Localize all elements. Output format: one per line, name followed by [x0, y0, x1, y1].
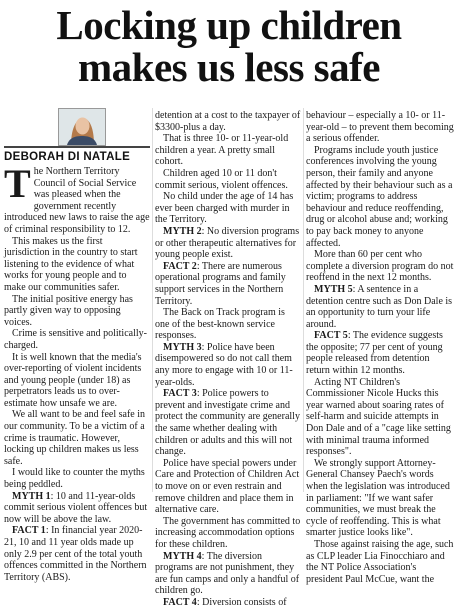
article-column-1 — [4, 161, 150, 583]
paragraph: The Back on Track program is one of the best-known service responses. — [155, 307, 285, 342]
myth-label: MYTH 3 — [163, 341, 202, 353]
headline-line-1: Locking up children — [56, 2, 402, 48]
article-column-3 — [306, 110, 454, 585]
paragraph: It is well known that the media's over-reporting of violent incidents and young people (under 18) as perpetrators leads us to over-estimate how unsafe we are. — [4, 351, 142, 409]
paragraph: This makes us the first jurisdiction in the country to start listening to the evidence of what works for young people and to make our communities safer. — [4, 235, 138, 293]
paragraph: We all want to be and feel safe in our community. To be a victim of a crime is traumatic. However, locking up children makes us less safe. — [4, 409, 146, 467]
fact-text: : Police powers to prevent and investigate crime and protect the community are generally the same whether dealing with children or adults and this will not change. — [155, 388, 300, 458]
fact-text: : Diversion consists of — [196, 596, 287, 608]
myth-paragraph — [155, 342, 301, 388]
paragraph: behaviour – especially a 10- or 11-year-old – to prevent them becoming a serious offender. — [306, 110, 454, 145]
myth-paragraph — [155, 226, 301, 261]
paragraph: Police have special powers under Care and Protection of Children Act to move on or even restrain and remove children and place them in alternative care. — [155, 457, 300, 516]
myth-text: : A sentence in a detention centre such as Don Dale is an opportunity to turn your life around. — [306, 283, 453, 330]
column-divider — [303, 108, 304, 492]
byline: DEBORAH DI NATALE — [4, 146, 150, 163]
fact-paragraph — [4, 525, 150, 583]
fact-text: : In financial year 2020-21, 10 and 11 year olds made up only 2.9 per cent of the total youth offences committed in the Northern Territory (ABS). — [4, 525, 147, 583]
paragraph: Crime is sensitive and politically-charged. — [4, 328, 147, 351]
fact-paragraph — [306, 330, 454, 376]
myth-paragraph — [4, 491, 150, 526]
myth-text: : The diversion programs are not punishment, they are fun camps and only a handful of children go. — [155, 550, 300, 597]
paragraph: That is three 10- or 11-year-old children a year. A pretty small cohort. — [155, 133, 289, 168]
myth-paragraph — [155, 551, 301, 597]
paragraph: Acting NT Children's Commissioner Nicole Hucks this year warned about soaring rates of self-harm and suicide attempts in Don Dale and of a "cage like setting with minimal trauma informed responses". — [306, 376, 451, 458]
article-column-2 — [155, 110, 301, 609]
myth-label: MYTH 4 — [163, 550, 202, 562]
myth-label: MYTH 5 — [314, 283, 353, 295]
paragraph: We strongly support Attorney-General Chansey Paech's words when the legislation was introduced in parliament: "If we want safer communities, we must break the cycle of reoffending. This is what smarter justice looks like". — [306, 457, 450, 539]
paragraph: Those against raising the age, such as CLP leader Lia Finocchiaro and the NT Police Association's president Paul McCue, want the — [306, 538, 454, 585]
paragraph: I would like to counter the myths being peddled. — [4, 467, 145, 491]
lead-text: he Northern Territory Council of Social Service was pleased when the government recently introduced new laws to raise the age of criminal responsibility to 12. — [4, 166, 150, 235]
myth-text: : No diversion programs or other therapeutic alternatives for young people exist. — [155, 225, 300, 261]
headline-line-2: makes us less safe — [78, 44, 380, 90]
fact-text: : There are numerous operational programs and family support services in the Northern Territory. — [155, 260, 286, 307]
fact-label: FACT 4 — [163, 596, 197, 608]
fact-paragraph — [155, 388, 301, 458]
fact-text: : The evidence suggests the opposite; 77 per cent of young people released from detention return within 12 months. — [306, 330, 443, 377]
paragraph: Children aged 10 or 11 don't commit serious, violent offences. — [155, 167, 288, 191]
fact-paragraph — [155, 261, 301, 307]
author-photo — [58, 108, 106, 146]
myth-text: : 10 and 11-year-olds commit serious violent offences but now will be above the law. — [4, 490, 148, 525]
paragraph: detention at a cost to the taxpayer of $3300-plus a day. — [155, 110, 301, 133]
fact-label: FACT 5 — [314, 330, 348, 342]
column-divider — [152, 108, 153, 492]
fact-paragraph — [155, 597, 301, 609]
myth-paragraph — [306, 284, 454, 330]
lead-paragraph — [4, 161, 150, 236]
myth-text: : Police have been disempowered so do not call them any more to engage with 10 or 11-year-olds. — [155, 341, 293, 388]
headline — [0, 4, 458, 88]
fact-label: FACT 3 — [163, 388, 197, 400]
paragraph: The initial positive energy has partly given way to opposing voices. — [4, 293, 133, 328]
fact-label: FACT 1 — [12, 525, 46, 537]
paragraph: Programs include youth justice conferences involving the young person, their family and anyone affected by their behaviour such as a victim; programs to address behaviour and reduce reoffending, drug or alcohol abuse and; working to pay back money to anyone affected. — [306, 144, 453, 249]
myth-label: MYTH 2 — [163, 225, 202, 237]
paragraph: More than 60 per cent who complete a diversion program do not reoffend in the next 12 months. — [306, 249, 454, 284]
paragraph: The government has committed to increasing accommodation options for these children. — [155, 515, 301, 550]
fact-label: FACT 2 — [163, 260, 197, 272]
myth-label: MYTH 1 — [12, 490, 51, 502]
drop-cap: T — [4, 161, 31, 206]
paragraph: No child under the age of 14 has ever been charged with murder in the Territory. — [155, 191, 294, 226]
